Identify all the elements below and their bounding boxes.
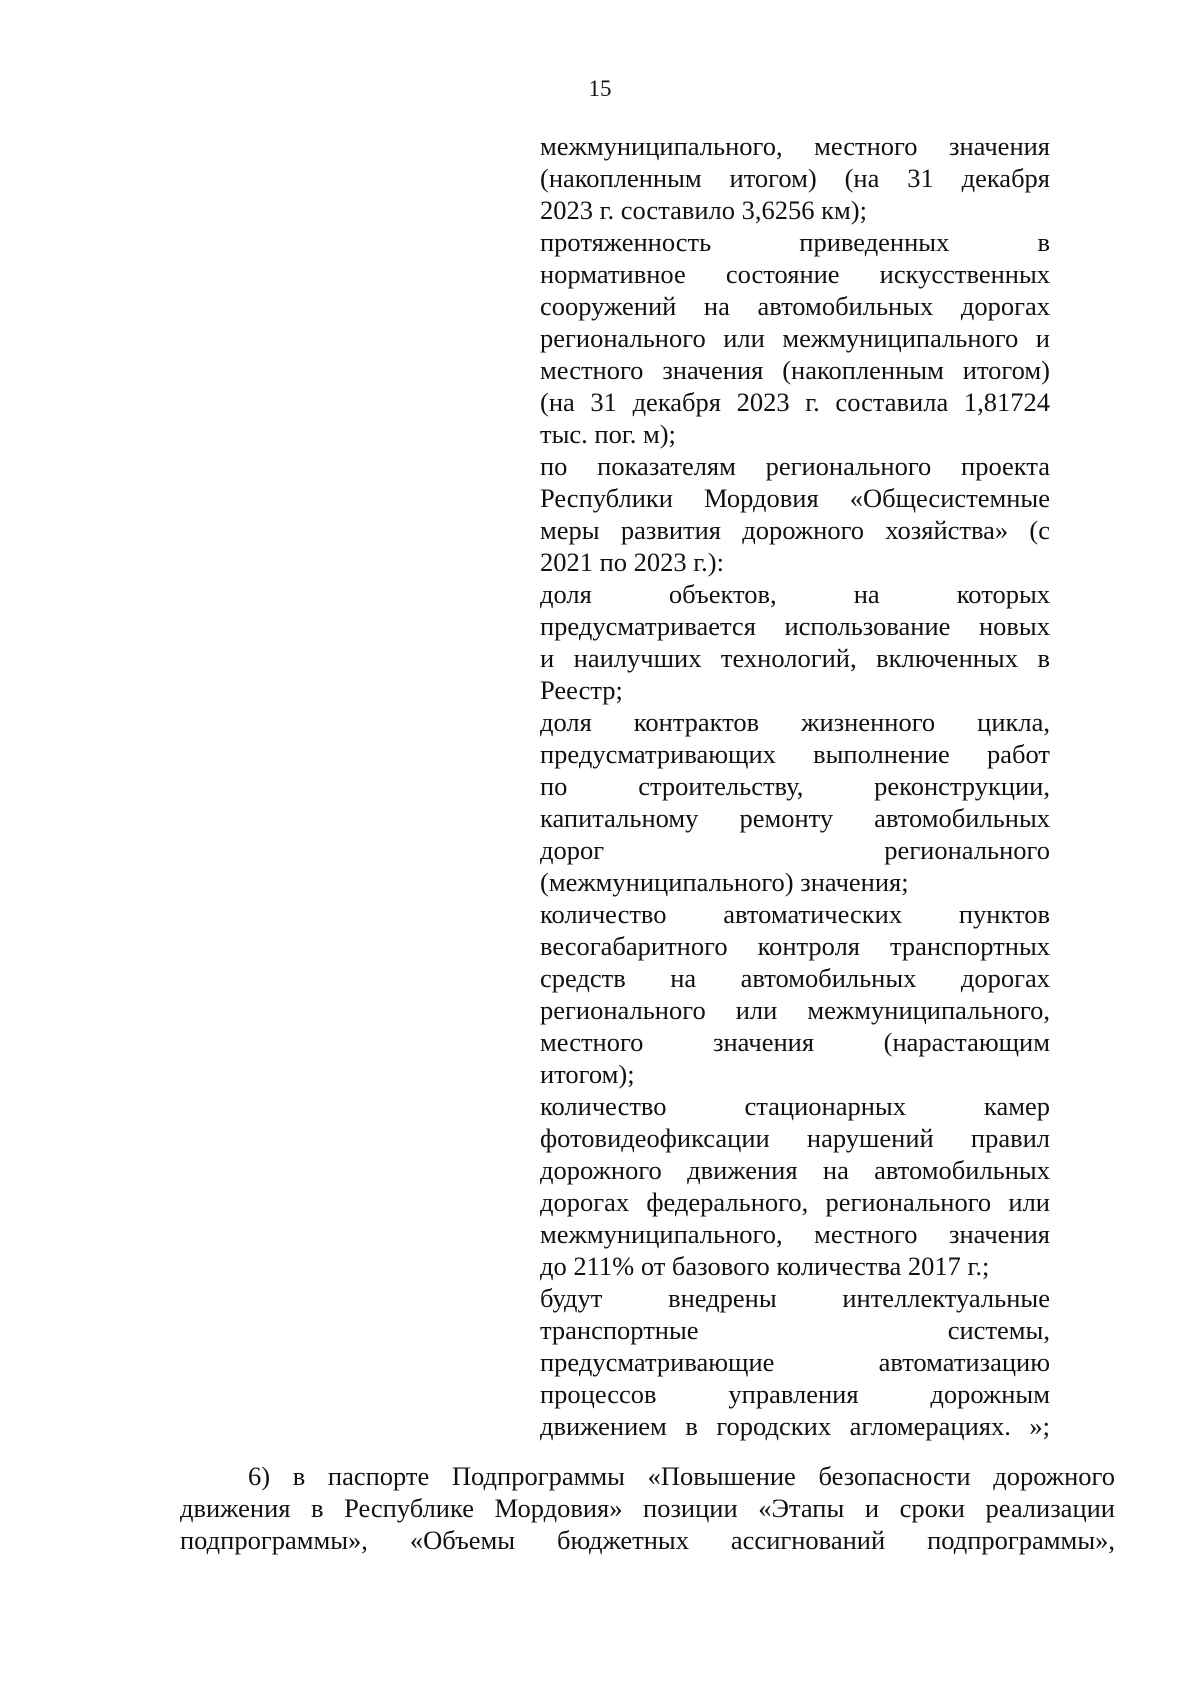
text-line: количество автоматических пунктов <box>540 899 1050 929</box>
page-number: 15 <box>588 76 612 101</box>
text-line: местного значения (нарастающим <box>540 1027 1050 1057</box>
paragraph-line: движения в Республике Мордовия» позиции «Этапы и сроки реализации <box>180 1493 1115 1523</box>
text-line: весогабаритного контроля транспортных <box>540 931 1050 961</box>
text-line: фотовидеофиксации нарушений правил <box>540 1123 1050 1153</box>
paragraph-line: подпрограммы», «Объемы бюджетных ассигнований подпрограммы», <box>180 1525 1115 1555</box>
text-line: сооружений на автомобильных дорогах <box>540 291 1050 321</box>
text-line: нормативное состояние искусственных <box>540 259 1050 289</box>
text-line: меры развития дорожного хозяйства» (с <box>540 515 1050 545</box>
text-line: движением в городских агломерациях. »; <box>540 1411 1050 1441</box>
text-line: предусматривается использование новых <box>540 611 1050 641</box>
text-line: (межмуниципального) значения; <box>540 867 909 897</box>
text-line: протяженность приведенных в <box>540 227 1050 257</box>
text-line: местного значения (накопленным итогом) <box>540 355 1050 385</box>
text-line: (накопленным итогом) (на 31 декабря <box>540 163 1050 193</box>
text-line: транспортные системы, <box>540 1315 1050 1345</box>
text-line: по показателям регионального проекта <box>540 451 1050 481</box>
text-line: процессов управления дорожным <box>540 1379 1050 1409</box>
bottom-paragraph <box>180 1460 1115 1556</box>
text-line: по строительству, реконструкции, <box>540 771 1050 801</box>
paragraph-line: 6) в паспорте Подпрограммы «Повышение безопасности дорожного <box>248 1461 1115 1491</box>
text-line: дорожного движения на автомобильных <box>540 1155 1050 1185</box>
text-line: будут внедрены интеллектуальные <box>540 1283 1050 1313</box>
text-line: Реестр; <box>540 675 623 705</box>
text-line: доля объектов, на которых <box>540 579 1050 609</box>
text-line: доля контрактов жизненного цикла, <box>540 707 1050 737</box>
text-line: дорогах федерального, регионального или <box>540 1187 1050 1217</box>
text-line: количество стационарных камер <box>540 1091 1050 1121</box>
text-line: межмуниципального, местного значения <box>540 1219 1050 1249</box>
text-line: 2021 по 2023 г.): <box>540 547 724 577</box>
text-line: до 211% от базового количества 2017 г.; <box>540 1251 990 1281</box>
text-line: регионального или межмуниципального, <box>540 995 1050 1025</box>
text-line: капитальному ремонту автомобильных <box>540 803 1050 833</box>
text-line: предусматривающих выполнение работ <box>540 739 1050 769</box>
text-line: (на 31 декабря 2023 г. составила 1,81724 <box>540 387 1050 417</box>
text-line: и наилучших технологий, включенных в <box>540 643 1050 673</box>
text-line: итогом); <box>540 1059 635 1089</box>
text-line: дорог регионального <box>540 835 1050 865</box>
text-line: средств на автомобильных дорогах <box>540 963 1050 993</box>
text-line: тыс. пог. м); <box>540 419 676 449</box>
text-line: 2023 г. составило 3,6256 км); <box>540 195 867 225</box>
text-line: регионального или межмуниципального и <box>540 323 1050 353</box>
text-line: Республики Мордовия «Общесистемные <box>540 483 1050 513</box>
right-column-text <box>540 130 1050 1442</box>
text-line: межмуниципального, местного значения <box>540 131 1050 161</box>
text-line: предусматривающие автоматизацию <box>540 1347 1050 1377</box>
